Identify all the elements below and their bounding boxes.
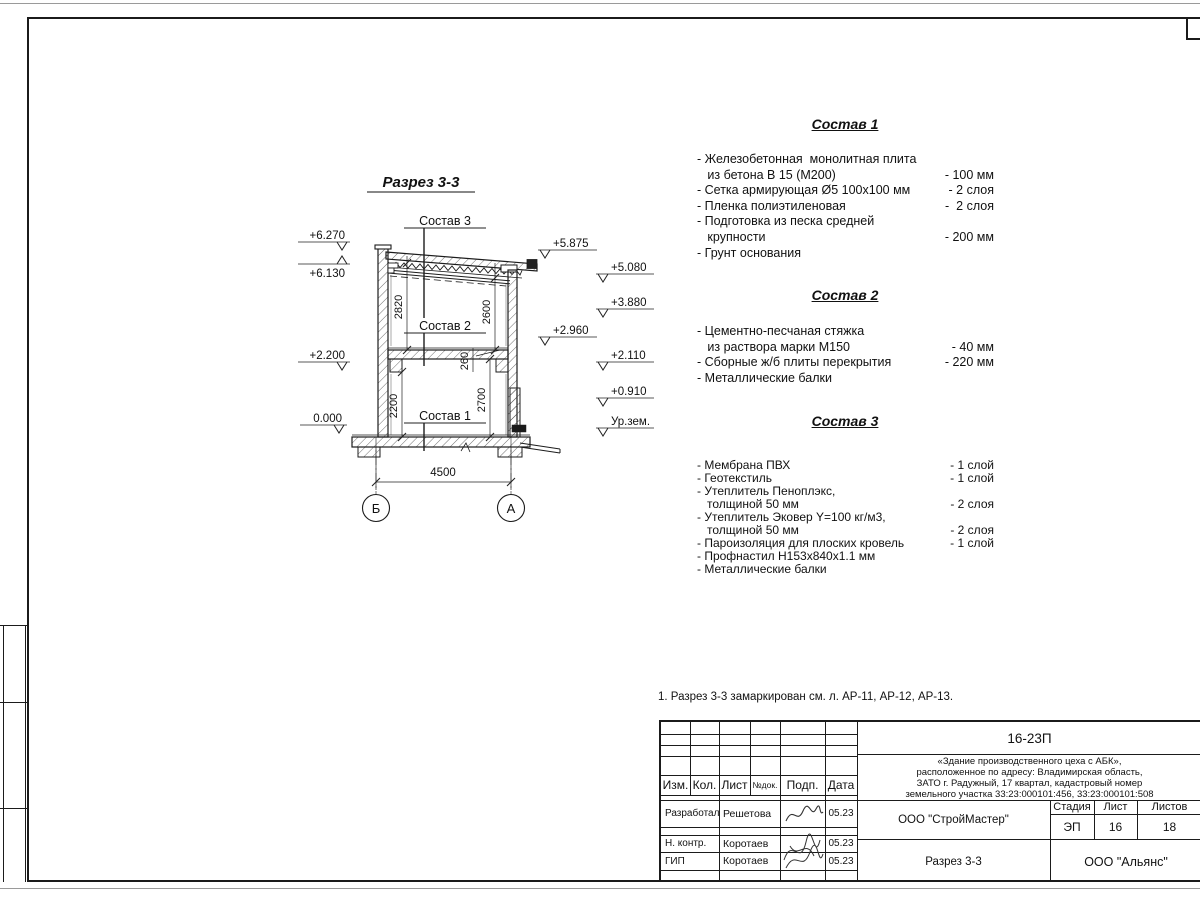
elevation-6130	[298, 256, 350, 264]
stage-value: ЭП	[1063, 819, 1081, 834]
shoe-block	[512, 425, 526, 432]
section-drawing	[270, 160, 670, 550]
label-comp1: Состав 1	[419, 409, 471, 423]
sheets-label: Листов	[1151, 801, 1188, 813]
elevation-value: +2.960	[553, 325, 589, 337]
elevation-value: +3.880	[611, 297, 647, 309]
elevation-ground	[596, 428, 654, 436]
parapet-cap	[375, 245, 391, 249]
dim-2820: 2820	[393, 294, 405, 320]
ground-slab	[352, 437, 530, 447]
elevation-value: +5.080	[611, 262, 647, 274]
comp-line: из бетона В 15 (М200) - 100 мм	[697, 167, 994, 182]
dim-2600: 2600	[481, 299, 493, 325]
structure	[352, 245, 560, 457]
comp2-list	[697, 324, 994, 386]
elevation-value: +2.110	[611, 350, 646, 362]
comp-line: - Сетка армирующая Ø5 100x100 мм - 2 слоя	[697, 183, 994, 198]
elevation-5080	[596, 274, 654, 282]
row-date: 05.23	[828, 808, 854, 819]
comp-line: - Грунт основания	[697, 245, 802, 260]
elevation-value: Ур.зем.	[611, 416, 651, 428]
col-kol: Кол.	[692, 778, 717, 792]
foundation-left	[358, 447, 380, 457]
drawing-name: Разрез 3-3	[925, 855, 982, 868]
sheet-edge-bottom	[0, 888, 1200, 889]
row-role: ГИП	[665, 855, 685, 867]
floor-beam-left	[390, 359, 402, 372]
row-role: Разработал	[665, 808, 720, 819]
comp-line: толщиной 50 мм - 2 слоя	[697, 497, 994, 511]
sheet-number: 16	[1108, 819, 1123, 834]
left-wall	[378, 248, 388, 437]
col-data: Дата	[827, 778, 855, 792]
comp-line: - Сборные ж/б плиты перекрытия - 220 мм	[697, 355, 994, 370]
row-name: Решетова	[723, 807, 772, 820]
section-title: Разрез 3-3	[382, 174, 460, 191]
drawing-note: 1. Разрез 3-3 замаркирован см. л. АР-11, АР-12, АР-13.	[658, 691, 954, 703]
composition-leaders	[404, 214, 486, 451]
comp-line: - Геотекстиль - 1 слой	[697, 471, 994, 485]
comp-line: - Мембрана ПВХ - 1 слой	[697, 458, 994, 472]
floor-beam-right	[496, 359, 508, 372]
sheets-total: 18	[1162, 819, 1177, 834]
comp2-heading: Состав 2	[811, 287, 879, 303]
label-comp2: Состав 2	[419, 319, 471, 333]
label-comp3: Состав 3	[419, 214, 471, 228]
col-podp: Подп.	[786, 778, 819, 792]
document-code: 16-23П	[1007, 730, 1052, 746]
comp-line: - Цементно-песчаная стяжка	[697, 324, 865, 338]
comp3-list	[697, 459, 994, 576]
signature	[780, 830, 826, 876]
elevation-value: +6.270	[309, 230, 345, 242]
elevation-value: +5.875	[553, 238, 589, 250]
comp-line: - Железобетонная монолитная плита	[697, 152, 917, 166]
dimensions	[372, 256, 515, 494]
comp1-list	[697, 152, 994, 261]
row-name: Коротаев	[723, 837, 769, 850]
foundation-right	[498, 447, 522, 457]
elevation-value: +0.910	[611, 386, 647, 398]
title-block	[659, 720, 1200, 882]
sheet-label: Лист	[1103, 801, 1128, 813]
elevation-value: +2.200	[309, 350, 345, 362]
company: ООО "Альянс"	[1084, 854, 1168, 869]
comp1-heading: Состав 1	[811, 116, 879, 132]
comp-line: - Профнастил Н153х840х1.1 мм	[697, 549, 876, 563]
dim-2700: 2700	[476, 387, 488, 413]
dim-4500: 4500	[430, 467, 456, 479]
contractor: ООО "СтройМастер"	[898, 813, 1009, 826]
project-description: «Здание производственного цеха с АБК», расположенное по адресу: Владимирская область, ЗАТО г. Радужный, 17 квартал, кадастровый номер земельного участка 33:23:000101:456, 33:23:000101:508	[905, 756, 1154, 800]
elevation-3880	[596, 309, 654, 317]
left-bearing	[388, 263, 398, 268]
axis-label-right: А	[506, 501, 516, 516]
axis-label-left: Б	[371, 501, 381, 516]
row-date: 05.23	[828, 838, 854, 849]
elevation-6270	[298, 242, 350, 250]
elevation-value: 0.000	[313, 413, 342, 425]
comp-line: - Металлические балки	[697, 370, 832, 385]
comp-line: из раствора марки М150 - 40 мм	[697, 339, 994, 354]
roof-edge-block	[527, 260, 537, 269]
roof-beam-dashed	[390, 276, 506, 286]
dim-2200: 2200	[388, 393, 400, 419]
elevation-2200	[298, 362, 350, 370]
row-name: Коротаев	[723, 855, 769, 867]
elevation-0000	[300, 425, 347, 433]
col-izm: Изм.	[662, 778, 689, 792]
col-list: Лист	[721, 778, 748, 792]
comp-line: - Пароизоляция для плоских кровель - 1 слой	[697, 536, 994, 550]
elevation-0910	[596, 398, 654, 406]
dim-260: 260	[459, 351, 471, 371]
comp-line: - Утеплитель Пеноплэкс,	[697, 484, 836, 498]
row-role: Н. контр.	[665, 838, 707, 849]
comp-line: - Утеплитель Эковер Y=100 кг/м3,	[697, 510, 886, 524]
comp3-heading: Состав 3	[811, 413, 879, 429]
elevation-2110	[596, 362, 654, 370]
stage-label: Стадия	[1053, 801, 1091, 813]
elevation-value: +6.130	[309, 268, 345, 280]
comp-line: - Пленка полиэтиленовая - 2 слоя	[697, 198, 994, 213]
comp-line: крупности - 200 мм	[697, 229, 994, 244]
elevation-2960	[538, 337, 597, 345]
col-ndoc: №док.	[752, 780, 778, 790]
comp-line: толщиной 50 мм - 2 слоя	[697, 523, 994, 537]
comp-line: - Подготовка из песка средней	[697, 214, 875, 229]
row-date: 05.23	[828, 855, 854, 867]
elevation-5875	[538, 250, 597, 258]
sheet-edge-top	[0, 3, 1200, 4]
signature	[783, 803, 825, 827]
comp-line: - Металлические балки	[697, 562, 827, 576]
corner-stamp-box	[1186, 19, 1200, 40]
grid-axes	[363, 495, 525, 522]
